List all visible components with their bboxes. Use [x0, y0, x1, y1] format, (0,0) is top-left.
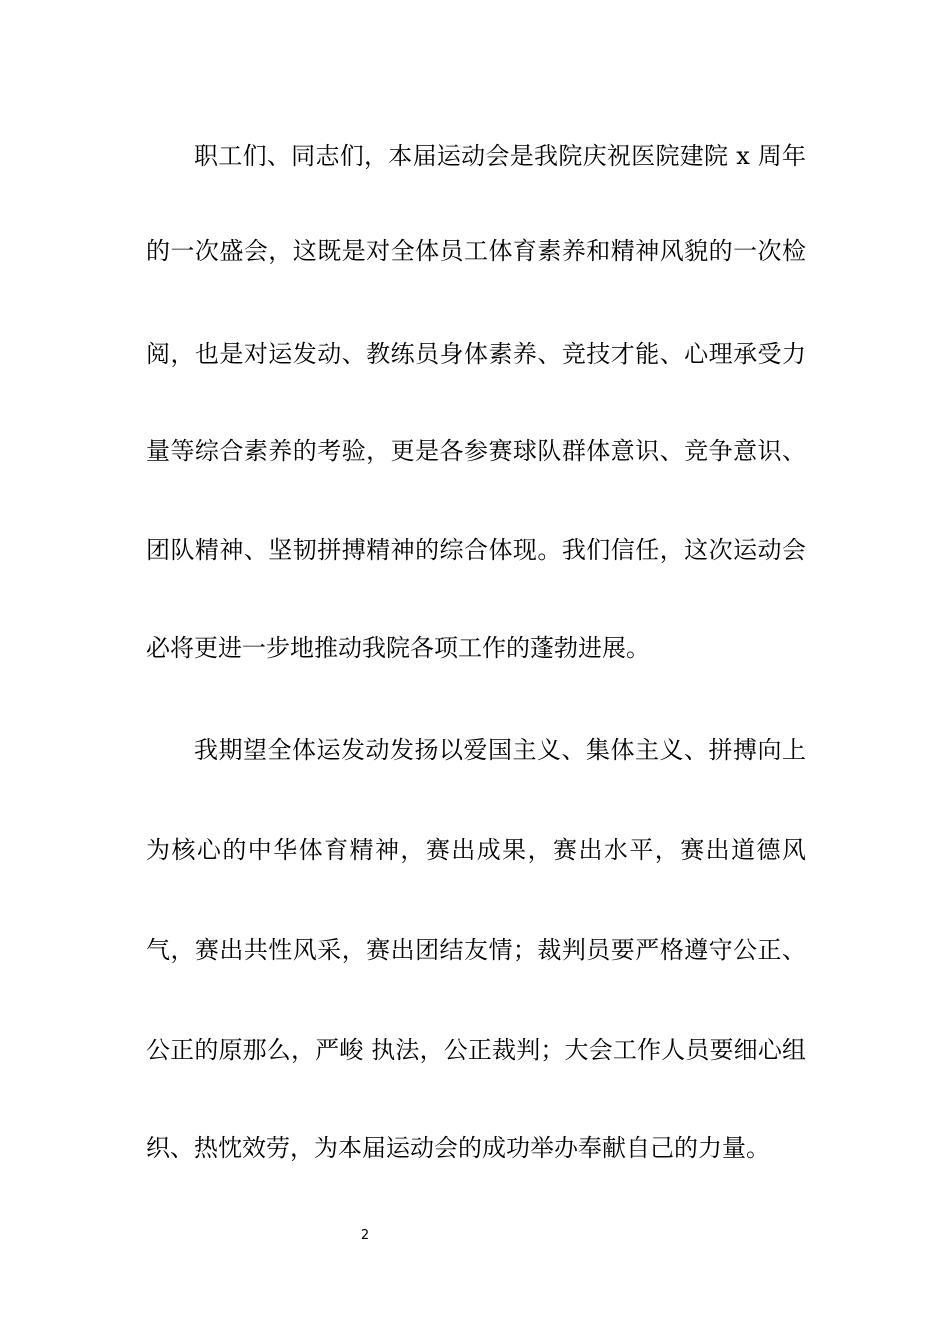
page-number: 2	[360, 1228, 370, 1243]
paragraph-1-line-1: 职工们、同志们，本届运动会是我院庆祝医院建院 x 周年	[194, 142, 806, 170]
paragraph-2-line-4: 公正的原那么，严峻 执法，公正裁判；大会工作人员要细心组	[146, 1036, 806, 1064]
paragraph-2-line-2: 为核心的中华体育精神，赛出成果，赛出水平，赛出道德风	[146, 836, 806, 864]
paragraph-2-line-1: 我期望全体运发动发扬以爱国主义、集体主义、拼搏向上	[194, 736, 806, 764]
paragraph-2-line-3: 气，赛出共性风采，赛出团结友情；裁判员要严格遵守公正、	[146, 936, 806, 964]
paragraph-1-line-5: 团队精神、坚韧拼搏精神的综合体现。我们信任，这次运动会	[146, 536, 806, 564]
paragraph-1-line-6: 必将更进一步地推动我院各项工作的蓬勃进展。	[146, 634, 650, 662]
paragraph-1-line-2: 的一次盛会，这既是对全体员工体育素养和精神风貌的一次检	[146, 237, 806, 265]
paragraph-2-line-5: 织、热忱效劳，为本届运动会的成功举办奉献自己的力量。	[146, 1134, 770, 1162]
paragraph-1-line-3: 阅，也是对运发动、教练员身体素养、竞技才能、心理承受力	[146, 340, 806, 368]
paragraph-1-line-4: 量等综合素养的考验，更是各参赛球队群体意识、竞争意识、	[146, 437, 806, 465]
